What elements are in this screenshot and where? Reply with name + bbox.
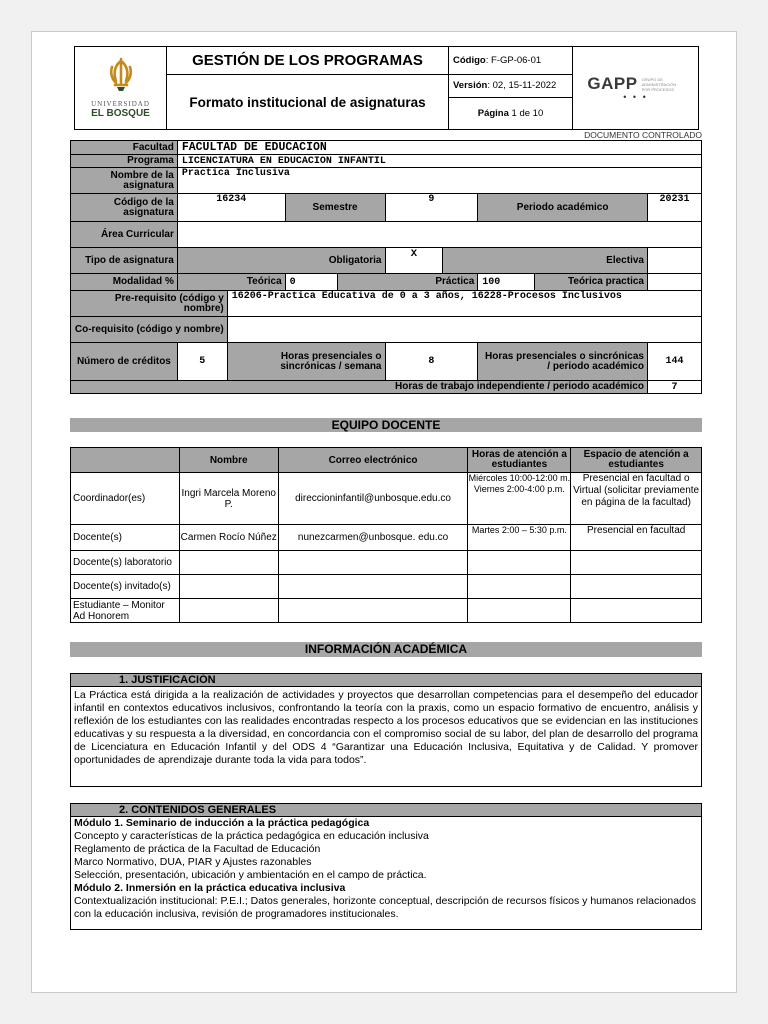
espacio-cell — [571, 551, 702, 575]
page-field: Página 1 de 10 — [449, 97, 573, 129]
document-header — [74, 46, 699, 130]
horas-cell — [468, 599, 571, 623]
nombre-cell — [179, 599, 278, 623]
creditos-value: 5 — [177, 343, 227, 381]
electiva-label: Electiva — [443, 248, 648, 274]
equipo-docente-table — [70, 447, 702, 623]
gapp-logo — [573, 47, 699, 130]
informacion-academica-title: INFORMACIÓN ACADÉMICA — [70, 642, 702, 657]
rol-cell: Estudiante – Monitor Ad Honorem — [71, 599, 180, 623]
table-row — [71, 599, 702, 623]
email-link — [278, 575, 468, 599]
programa-label: Programa — [71, 155, 178, 168]
modalidad-label: Modalidad % — [71, 274, 178, 291]
header-espacio: Espacio de atención a estudiantes — [571, 448, 702, 473]
horas-cell — [468, 575, 571, 599]
table-row — [71, 473, 702, 525]
document-page — [31, 31, 737, 993]
horas-cell: Martes 2:00 – 5:30 p.m. — [468, 525, 571, 551]
table-header-row — [71, 448, 702, 473]
horas-semana-value: 8 — [385, 343, 478, 381]
programa-value: LICENCIATURA EN EDUCACION INFANTIL — [177, 155, 701, 168]
document-subtitle: Formato institucional de asignaturas — [167, 75, 449, 130]
justificacion-title: 1. JUSTIFICACIÓN — [71, 674, 701, 687]
equipo-docente-title: EQUIPO DOCENTE — [70, 418, 702, 432]
coreq-value — [227, 317, 701, 343]
codigo-value: 16234 — [177, 194, 285, 222]
facultad-label: Facultad — [71, 141, 178, 155]
teorica-practica-value — [647, 274, 701, 291]
horas-indep-value: 7 — [647, 381, 701, 394]
contenidos-title: 2. CONTENIDOS GENERALES — [71, 804, 701, 817]
contenidos-body — [71, 817, 701, 923]
modulo1-item: Selección, presentación, ubicación y ambientación en el campo de práctica. — [74, 869, 427, 881]
horas-cell — [468, 551, 571, 575]
semestre-label: Semestre — [285, 194, 385, 222]
nombre-cell: Ingri Marcela Moreno P. — [179, 473, 278, 525]
periodo-label: Periodo académico — [478, 194, 648, 222]
nombre-value: Practica Inclusiva — [177, 168, 701, 194]
practica-value: 100 — [478, 274, 535, 291]
area-value — [177, 222, 701, 248]
university-logo — [75, 47, 167, 130]
logo-line1: UNIVERSIDAD — [91, 100, 150, 108]
contenidos-section — [70, 803, 702, 930]
horas-periodo-label: Horas presenciales o sincrónicas / periodo académico — [478, 343, 648, 381]
rol-cell: Docente(s) laboratorio — [71, 551, 180, 575]
teorica-value: 0 — [285, 274, 337, 291]
espacio-cell — [571, 599, 702, 623]
justificacion-section — [70, 673, 702, 787]
teorica-label: Teórica — [177, 274, 285, 291]
university-crest-icon — [101, 57, 141, 93]
prereq-value: 16206-Practica Educativa de 0 a 3 años, 16228-Procesos Inclusivos — [227, 291, 701, 317]
email-link[interactable]: nunezcarmen@unbosque. edu.co — [278, 525, 468, 551]
electiva-value — [647, 248, 701, 274]
rol-cell: Coordinador(es) — [71, 473, 180, 525]
modulo1-title: Módulo 1. Seminario de inducción a la práctica pedagógica — [74, 817, 370, 829]
practica-label: Práctica — [337, 274, 478, 291]
email-link — [278, 551, 468, 575]
table-row — [71, 575, 702, 599]
header-horas: Horas de atención a estudiantes — [468, 448, 571, 473]
nombre-cell — [179, 575, 278, 599]
modulo2-text: Contextualización institucional: P.E.I.; Datos generales, horizonte conceptual, descripción de recursos físicos y humanos relacionados con la educación inclusiva, revisión de programadores institucionales. — [74, 895, 696, 920]
prereq-label: Pre-requisito (código y nombre) — [71, 291, 228, 317]
teorica-practica-label: Teórica practica — [535, 274, 648, 291]
header-nombre: Nombre — [179, 448, 278, 473]
code-field: Código: F-GP-06-01 — [449, 47, 573, 75]
codigo-label: Código de la asignatura — [71, 194, 178, 222]
facultad-value: FACULTAD DE EDUCACION — [177, 141, 701, 155]
creditos-label: Número de créditos — [71, 343, 178, 381]
area-label: Área Curricular — [71, 222, 178, 248]
nombre-cell — [179, 551, 278, 575]
logo-line2: EL BOSQUE — [91, 108, 150, 119]
email-link[interactable]: direccioninfantil@unbosque.edu.co — [278, 473, 468, 525]
obligatoria-label: Obligatoria — [177, 248, 385, 274]
tipo-label: Tipo de asignatura — [71, 248, 178, 274]
espacio-cell: Presencial en facultad o Virtual (solicitar previamente en página de la facultad) — [571, 473, 702, 525]
obligatoria-value: X — [385, 248, 443, 274]
horas-cell: Miércoles 10:00-12:00 m. Viernes 2:00-4:00 p.m. — [468, 473, 571, 525]
modulo1-item: Reglamento de práctica de la Facultad de Educación — [74, 843, 321, 855]
header-correo: Correo electrónico — [278, 448, 468, 473]
coreq-label: Co-requisito (código y nombre) — [71, 317, 228, 343]
modulo1-item: Concepto y características de la práctica pedagógica en educación inclusiva — [74, 830, 429, 842]
gapp-tagline: GRUPO DE ADMINISTRACIÓN POR PROCESOS — [641, 76, 677, 92]
semestre-value: 9 — [385, 194, 478, 222]
modulo1-item: Marco Normativo, DUA, PIAR y Ajustes razonables — [74, 856, 312, 868]
espacio-cell: Presencial en facultad — [571, 525, 702, 551]
controlled-document-label: DOCUMENTO CONTROLADO — [584, 130, 702, 140]
email-link — [278, 599, 468, 623]
periodo-value: 20231 — [647, 194, 701, 222]
table-row — [71, 525, 702, 551]
nombre-cell: Carmen Rocío Núñez — [179, 525, 278, 551]
justificacion-text: La Práctica está dirigida a la realización de actividades y proyectos que desarrollan competencias para el desempeño del educador infantil en contextos educativos inclusivos, confrontando la teoría con la praxis, como un espacio formativo de encuentro, análisis y reflexión de los estudiantes con las realidades encontradas respecto a los procesos educativos que se evidencian en las instituciones educativas y su respuesta a la diversidad, en concordancia con el compromiso social de su labor, del plan de desarrollo del programa de Licenciatura en Educación Infantil y del ODS 4 “Garantizar una Educación Inclusiva, Equitativa y de Calidad. Y promover oportunidades de aprendizaje durante toda la vida para todos”. — [74, 689, 698, 766]
rol-cell: Docente(s) invitado(s) — [71, 575, 180, 599]
document-title: GESTIÓN DE LOS PROGRAMAS — [167, 47, 449, 75]
rol-cell: Docente(s) — [71, 525, 180, 551]
gapp-dots-icon: • • • — [623, 92, 648, 102]
header-rol — [71, 448, 180, 473]
horas-periodo-value: 144 — [647, 343, 701, 381]
horas-semana-label: Horas presenciales o sincrónicas / semana — [227, 343, 385, 381]
modulo2-title: Módulo 2. Inmersión en la práctica educativa inclusiva — [74, 882, 346, 894]
table-row — [71, 551, 702, 575]
horas-indep-label: Horas de trabajo independiente / periodo académico — [71, 381, 648, 394]
espacio-cell — [571, 575, 702, 599]
gapp-wordmark: GAPP — [587, 74, 638, 93]
nombre-label: Nombre de la asignatura — [71, 168, 178, 194]
course-info-table — [70, 140, 702, 394]
version-field: Versión: 02, 15-11-2022 — [449, 75, 573, 97]
